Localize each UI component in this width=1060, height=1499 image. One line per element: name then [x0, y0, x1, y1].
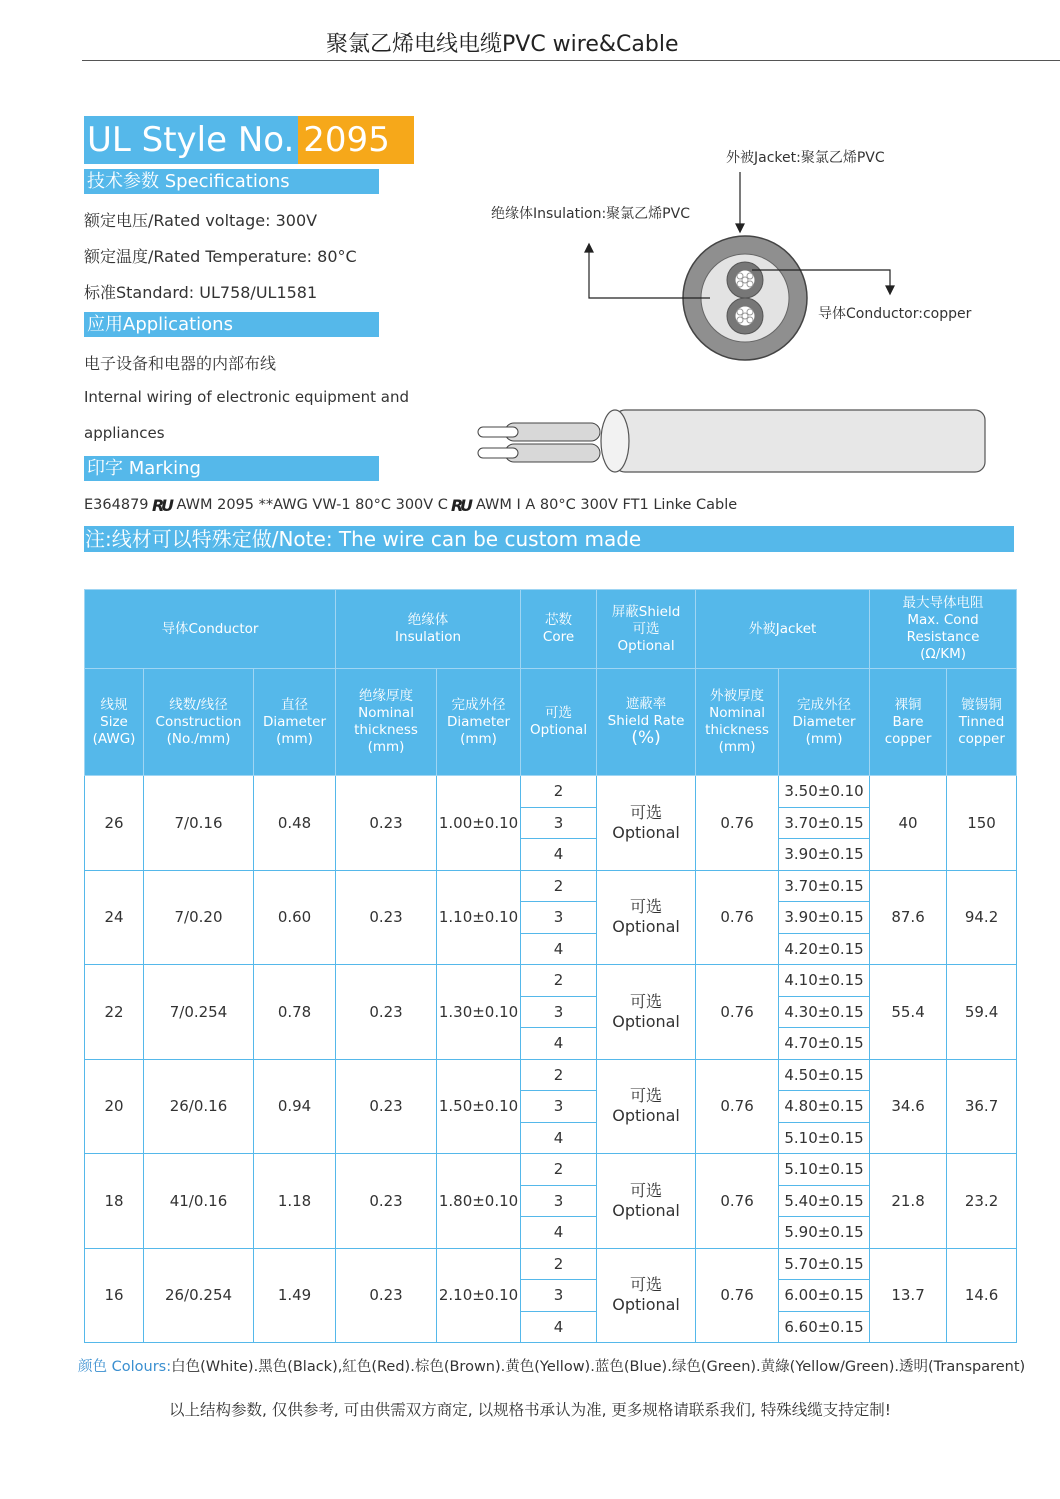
cell-core: 4	[521, 1028, 597, 1060]
header-diameter: 直径 Diameter (mm)	[254, 669, 336, 776]
cell-shield	[597, 1059, 696, 1154]
table-sub-header	[85, 669, 1017, 776]
cell-core: 3	[521, 1280, 597, 1312]
header-shield: 屏蔽Shield 可选 Optional	[597, 590, 696, 669]
cell-core: 2	[521, 1059, 597, 1091]
ul-style-badge	[84, 116, 414, 164]
table-row	[85, 870, 1017, 902]
cell-core: 3	[521, 902, 597, 934]
cell-size: 22	[85, 965, 144, 1060]
cell-shield	[597, 1154, 696, 1249]
header-shield-rate: 遮蔽率 Shield Rate (%)	[597, 669, 696, 776]
cell-jacket-diameter: 3.90±0.15	[779, 839, 870, 871]
cell-insulation-thickness: 0.23	[336, 1248, 437, 1343]
colours-line	[78, 1355, 1025, 1376]
cell-jacket-thickness: 0.76	[696, 870, 779, 965]
cell-core: 2	[521, 870, 597, 902]
cell-size: 26	[85, 776, 144, 871]
marking-file-number: E364879	[84, 497, 149, 513]
cell-bare-copper: 40	[870, 776, 947, 871]
shield-en: Optional	[612, 1295, 680, 1315]
cell-jacket-diameter: 3.90±0.15	[779, 902, 870, 934]
insulation-label: 绝缘体Insulation:聚氯乙烯PVC	[491, 206, 690, 222]
cell-jacket-thickness: 0.76	[696, 1248, 779, 1343]
cell-construction: 7/0.20	[144, 870, 254, 965]
shield-cn: 可选	[630, 897, 663, 917]
cell-core: 2	[521, 776, 597, 808]
cell-size: 16	[85, 1248, 144, 1343]
cell-core: 3	[521, 1185, 597, 1217]
cell-core: 4	[521, 933, 597, 965]
rated-temperature: 额定温度/Rated Temperature: 80°C	[84, 247, 357, 266]
header-resistance: 最大导体电阻 Max. Cond Resistance (Ω/KM)	[870, 590, 1017, 669]
shield-cn: 可选	[630, 991, 663, 1011]
cell-core: 2	[521, 1248, 597, 1280]
applications-en-line2: appliances	[84, 424, 165, 442]
cell-diameter: 1.49	[254, 1248, 336, 1343]
cell-core: 3	[521, 996, 597, 1028]
cell-tinned-copper: 59.4	[947, 965, 1017, 1060]
cell-jacket-diameter: 5.40±0.15	[779, 1185, 870, 1217]
conductor-label: 导体Conductor:copper	[818, 306, 972, 322]
cell-bare-copper: 34.6	[870, 1059, 947, 1154]
header-jacket-thickness: 外被厚度 Nominal thickness (mm)	[696, 669, 779, 776]
table-body	[85, 776, 1017, 1343]
cell-core: 3	[521, 1091, 597, 1123]
cell-jacket-diameter: 4.80±0.15	[779, 1091, 870, 1123]
cell-insulation-thickness: 0.23	[336, 965, 437, 1060]
cell-shield	[597, 1248, 696, 1343]
shield-en: Optional	[612, 822, 680, 842]
cell-jacket-diameter: 4.70±0.15	[779, 1028, 870, 1060]
cell-jacket-diameter: 4.20±0.15	[779, 933, 870, 965]
cell-size: 18	[85, 1154, 144, 1249]
svg-text:R: R	[151, 496, 164, 514]
cell-jacket-thickness: 0.76	[696, 965, 779, 1060]
cell-bare-copper: 13.7	[870, 1248, 947, 1343]
header-core: 芯数 Core	[521, 590, 597, 669]
cell-diameter: 0.78	[254, 965, 336, 1060]
cell-tinned-copper: 36.7	[947, 1059, 1017, 1154]
cell-insulation-diameter: 1.10±0.10	[437, 870, 521, 965]
cell-bare-copper: 55.4	[870, 965, 947, 1060]
svg-text:U: U	[459, 496, 473, 514]
shield-en: Optional	[612, 1106, 680, 1126]
cell-diameter: 0.48	[254, 776, 336, 871]
cell-tinned-copper: 150	[947, 776, 1017, 871]
cell-diameter: 0.60	[254, 870, 336, 965]
jacket-label: 外被Jacket:聚氯乙烯PVC	[726, 150, 885, 166]
header-construction: 线数/线径 Construction (No./mm)	[144, 669, 254, 776]
header-jacket-diameter: 完成外径 Diameter (mm)	[779, 669, 870, 776]
cell-construction: 7/0.254	[144, 965, 254, 1060]
cell-tinned-copper: 14.6	[947, 1248, 1017, 1343]
header-tinned-copper: 镀锡铜 Tinned copper	[947, 669, 1017, 776]
cell-insulation-diameter: 1.80±0.10	[437, 1154, 521, 1249]
cell-jacket-diameter: 3.70±0.15	[779, 807, 870, 839]
header-size: 线规 Size (AWG)	[85, 669, 144, 776]
header-core-optional: 可选 Optional	[521, 669, 597, 776]
title-divider	[82, 60, 1060, 61]
specifications-heading: 技术参数 Specifications	[84, 169, 379, 194]
cell-construction: 26/0.254	[144, 1248, 254, 1343]
ul-style-label: UL Style No.	[84, 116, 298, 164]
ul-logo-icon	[151, 496, 175, 514]
colours-label: 颜色 Colours:	[78, 1359, 172, 1375]
table-row	[85, 1059, 1017, 1091]
cell-construction: 41/0.16	[144, 1154, 254, 1249]
table-group-header	[85, 590, 1017, 669]
cell-size: 24	[85, 870, 144, 965]
cell-insulation-diameter: 1.00±0.10	[437, 776, 521, 871]
applications-en-line1: Internal wiring of electronic equipment and	[84, 388, 409, 406]
header-conductor: 导体Conductor	[85, 590, 336, 669]
cell-bare-copper: 87.6	[870, 870, 947, 965]
cell-jacket-diameter: 4.50±0.15	[779, 1059, 870, 1091]
cell-jacket-diameter: 5.10±0.15	[779, 1122, 870, 1154]
marking-text	[84, 496, 737, 514]
cell-jacket-diameter: 4.10±0.15	[779, 965, 870, 997]
marking-heading: 印字 Marking	[84, 456, 379, 481]
cell-jacket-thickness: 0.76	[696, 776, 779, 871]
cell-insulation-thickness: 0.23	[336, 1154, 437, 1249]
cell-jacket-diameter: 4.30±0.15	[779, 996, 870, 1028]
shield-cn: 可选	[630, 1180, 663, 1200]
header-insulation-diameter: 完成外径 Diameter (mm)	[437, 669, 521, 776]
marking-awm-text: AWM 2095 **AWG VW-1 80°C 300V C	[176, 497, 448, 513]
page-title: 聚氯乙烯电线电缆PVC wire&Cable	[326, 32, 679, 57]
header-bare-copper: 裸铜 Bare copper	[870, 669, 947, 776]
footer-note: 以上结构参数, 仅供参考, 可由供需双方商定, 以规格书承认为准, 更多规格请联系我们, 特殊线缆支持定制!	[169, 1401, 891, 1419]
ul-style-number: 2095	[298, 116, 414, 164]
shield-cn: 可选	[630, 1086, 663, 1106]
applications-heading: 应用Applications	[84, 312, 379, 337]
colours-list: 白色(White).黑色(Black),紅色(Red).棕色(Brown).黄色(Yellow).蓝色(Blue).绿色(Green).黄綠(Yellow/Green).透明(Transparent)	[171, 1359, 1026, 1375]
cell-insulation-thickness: 0.23	[336, 1059, 437, 1154]
svg-text:R: R	[450, 496, 464, 514]
cell-size: 20	[85, 1059, 144, 1154]
cell-core: 4	[521, 1217, 597, 1249]
cell-jacket-diameter: 6.60±0.15	[779, 1311, 870, 1343]
cell-tinned-copper: 23.2	[947, 1154, 1017, 1249]
cell-jacket-diameter: 6.00±0.15	[779, 1280, 870, 1312]
table-row	[85, 965, 1017, 997]
cable-diagram	[470, 140, 1010, 494]
cell-core: 2	[521, 965, 597, 997]
cell-core: 3	[521, 807, 597, 839]
cell-insulation-diameter: 1.30±0.10	[437, 965, 521, 1060]
cell-jacket-diameter: 3.50±0.10	[779, 776, 870, 808]
cell-shield	[597, 776, 696, 871]
cell-insulation-thickness: 0.23	[336, 776, 437, 871]
cell-insulation-diameter: 2.10±0.10	[437, 1248, 521, 1343]
cell-bare-copper: 21.8	[870, 1154, 947, 1249]
shield-en: Optional	[612, 1011, 680, 1031]
header-insulation: 绝缘体 Insulation	[336, 590, 521, 669]
shield-cn: 可选	[630, 1275, 663, 1295]
table-row	[85, 776, 1017, 808]
cell-jacket-diameter: 5.10±0.15	[779, 1154, 870, 1186]
cell-diameter: 1.18	[254, 1154, 336, 1249]
applications-cn: 电子设备和电器的内部布线	[84, 354, 277, 373]
cell-jacket-diameter: 5.70±0.15	[779, 1248, 870, 1280]
svg-text:U: U	[160, 496, 174, 514]
shield-en: Optional	[612, 1200, 680, 1220]
table-row	[85, 1154, 1017, 1186]
cell-core: 4	[521, 1311, 597, 1343]
cell-tinned-copper: 94.2	[947, 870, 1017, 965]
header-insulation-thickness: 绝缘厚度 Nominal thickness (mm)	[336, 669, 437, 776]
cell-core: 4	[521, 839, 597, 871]
cell-jacket-thickness: 0.76	[696, 1059, 779, 1154]
shield-cn: 可选	[630, 802, 663, 822]
cell-shield	[597, 870, 696, 965]
standard: 标准Standard: UL758/UL1581	[84, 283, 318, 302]
cell-jacket-diameter: 5.90±0.15	[779, 1217, 870, 1249]
cell-jacket-diameter: 3.70±0.15	[779, 870, 870, 902]
cell-jacket-thickness: 0.76	[696, 1154, 779, 1249]
ul-logo-icon	[450, 496, 474, 514]
header-jacket: 外被Jacket	[696, 590, 870, 669]
cell-insulation-thickness: 0.23	[336, 870, 437, 965]
cell-construction: 26/0.16	[144, 1059, 254, 1154]
cell-insulation-diameter: 1.50±0.10	[437, 1059, 521, 1154]
specification-table	[84, 589, 1017, 1343]
shield-en: Optional	[612, 917, 680, 937]
cell-construction: 7/0.16	[144, 776, 254, 871]
cell-diameter: 0.94	[254, 1059, 336, 1154]
cell-core: 2	[521, 1154, 597, 1186]
cell-core: 4	[521, 1122, 597, 1154]
cell-shield	[597, 965, 696, 1060]
custom-made-note: 注:线材可以特殊定做/Note: The wire can be custom made	[84, 526, 1014, 552]
rated-voltage: 额定电压/Rated voltage: 300V	[84, 211, 318, 230]
table-row	[85, 1248, 1017, 1280]
cable-side-view	[478, 410, 985, 472]
marking-cul-text: AWM I A 80°C 300V FT1 Linke Cable	[475, 497, 738, 513]
